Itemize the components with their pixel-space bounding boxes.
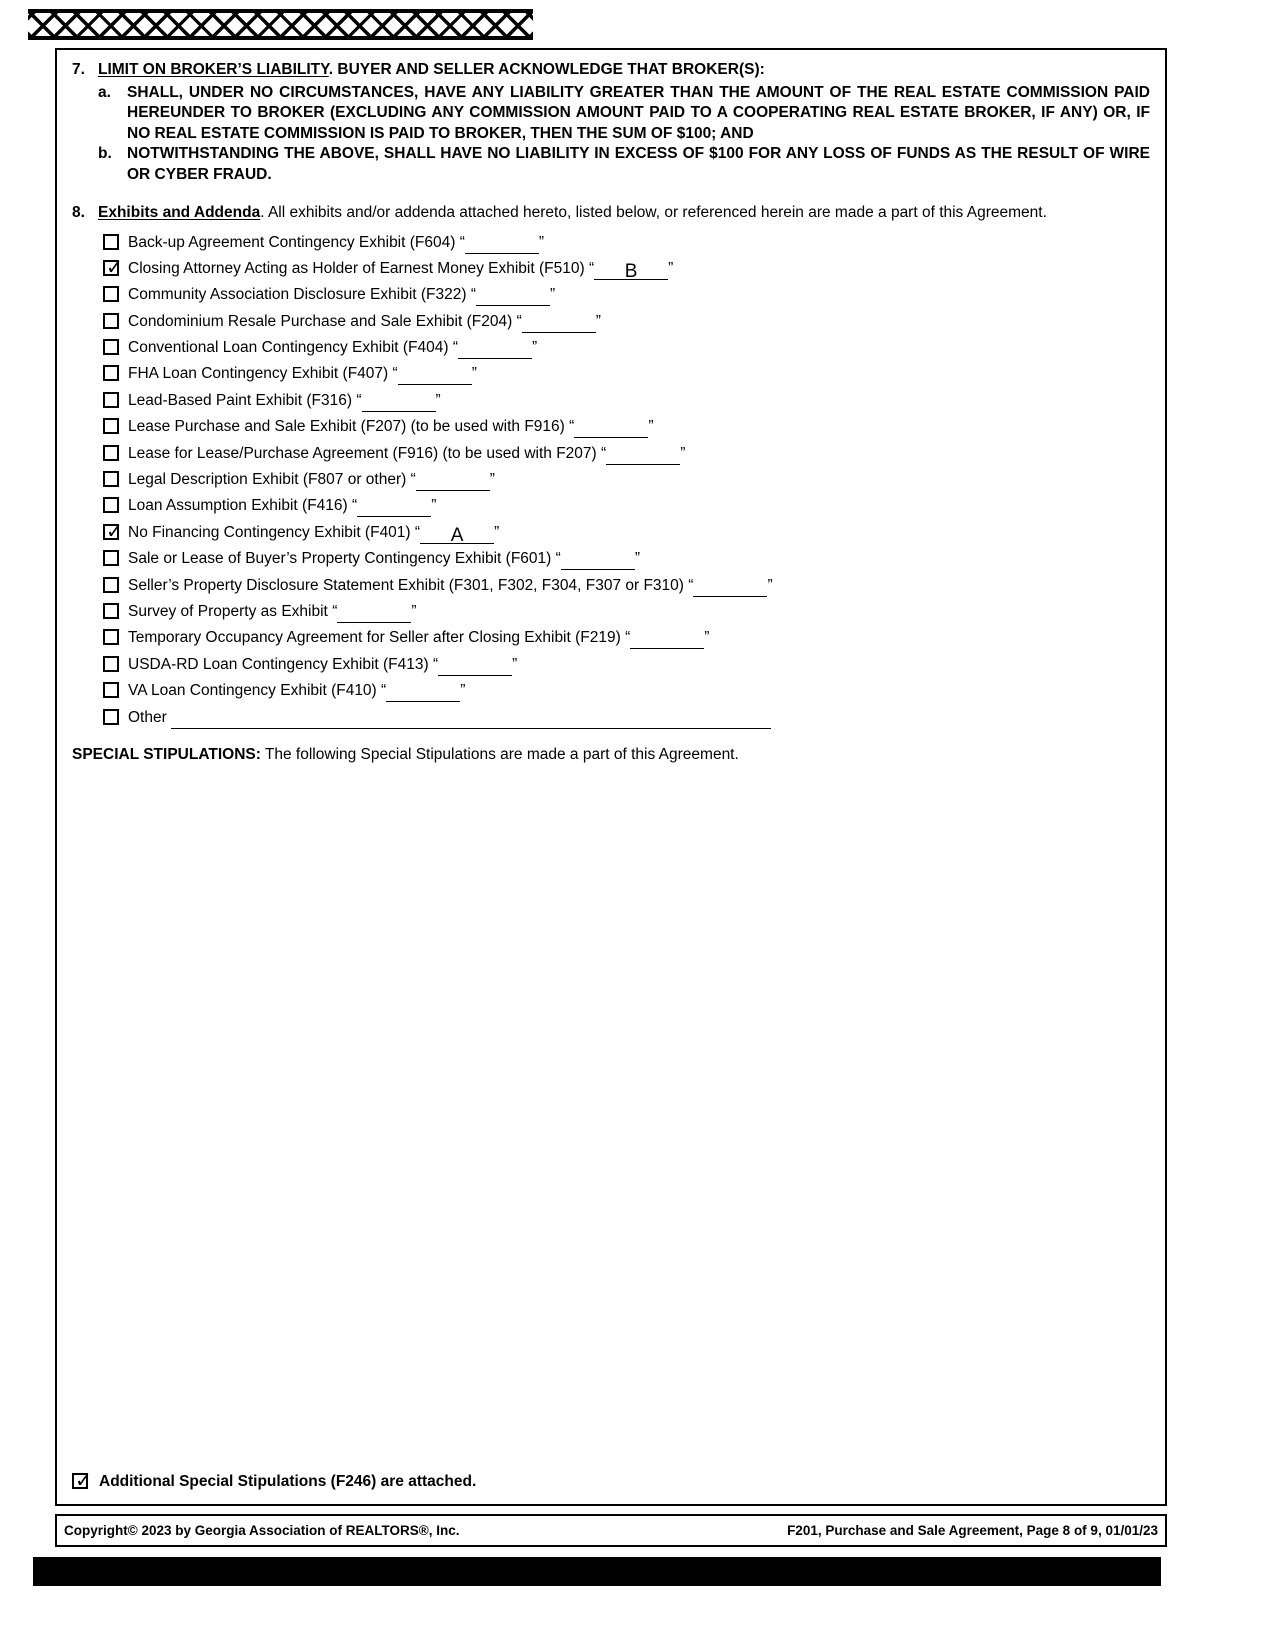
exhibit-checkbox[interactable] xyxy=(103,365,119,381)
exhibit-row xyxy=(103,546,1150,572)
exhibit-list xyxy=(103,230,1150,731)
exhibit-row xyxy=(103,256,1150,282)
exhibit-label: Lease Purchase and Sale Exhibit (F207) (to be used with F916) xyxy=(128,418,565,436)
exhibit-code-field[interactable] xyxy=(693,577,767,597)
quote-close: ” xyxy=(648,418,654,436)
exhibit-label: Survey of Property as Exhibit xyxy=(128,602,328,620)
exhibit-code-field[interactable] xyxy=(630,629,704,649)
exhibit-code-field[interactable] xyxy=(416,471,490,491)
exhibit-row xyxy=(103,361,1150,387)
section-7-title-suffix: . BUYER AND SELLER ACKNOWLEDGE THAT BROKER(S): xyxy=(328,61,765,78)
exhibit-code-field[interactable] xyxy=(398,365,472,385)
exhibit-code-field[interactable] xyxy=(476,286,550,306)
exhibit-label: USDA-RD Loan Contingency Exhibit (F413) xyxy=(128,655,429,673)
exhibit-checkbox[interactable] xyxy=(103,497,119,513)
quote-close: ” xyxy=(550,286,556,304)
quote-close: ” xyxy=(668,259,674,277)
exhibit-checkbox[interactable] xyxy=(103,260,119,276)
liability-clause xyxy=(98,83,1150,145)
exhibit-checkbox[interactable] xyxy=(103,656,119,672)
special-stipulations-blank-area[interactable] xyxy=(72,765,1150,1455)
quote-close: ” xyxy=(494,523,500,541)
additional-stipulations-checkbox[interactable] xyxy=(72,1473,88,1489)
exhibit-label: Community Association Disclosure Exhibit (F322) xyxy=(128,286,467,304)
quote-close: ” xyxy=(634,550,640,568)
exhibit-label: Sale or Lease of Buyer’s Property Contingency Exhibit (F601) xyxy=(128,550,552,568)
exhibit-label: Condominium Resale Purchase and Sale Exhibit (F204) xyxy=(128,312,513,330)
quote-open: “ xyxy=(588,259,595,277)
quote-open: “ xyxy=(601,444,607,462)
exhibit-code-field[interactable] xyxy=(171,709,771,729)
section-7-title: LIMIT ON BROKER’S LIABILITY xyxy=(98,61,329,78)
exhibit-checkbox[interactable] xyxy=(103,392,119,408)
exhibit-code-field[interactable] xyxy=(561,550,635,570)
exhibit-code-field[interactable] xyxy=(594,260,668,280)
additional-stipulations-label: Additional Special Stipulations (F246) are attached. xyxy=(99,1473,477,1490)
exhibit-code-field[interactable] xyxy=(458,339,532,359)
section-8 xyxy=(72,203,1150,731)
special-stipulations-section xyxy=(72,745,1150,766)
exhibit-checkbox[interactable] xyxy=(103,629,119,645)
exhibit-code-field[interactable] xyxy=(420,524,494,544)
quote-open: “ xyxy=(414,523,421,541)
exhibit-checkbox[interactable] xyxy=(103,234,119,250)
exhibit-label: Lease for Lease/Purchase Agreement (F916) (to be used with F207) xyxy=(128,444,597,462)
exhibit-code-field[interactable] xyxy=(465,234,539,254)
quote-open: “ xyxy=(410,471,416,489)
quote-open: “ xyxy=(332,602,338,620)
exhibit-row xyxy=(103,493,1150,519)
quote-close: ” xyxy=(512,655,518,673)
additional-stipulations-row xyxy=(72,1473,476,1491)
liability-clauses xyxy=(98,83,1150,186)
quote-close: ” xyxy=(595,312,601,330)
exhibit-code-field[interactable] xyxy=(522,313,596,333)
exhibit-code-field[interactable] xyxy=(357,497,431,517)
exhibit-checkbox[interactable] xyxy=(103,577,119,593)
exhibit-code-value: A xyxy=(450,524,464,546)
exhibit-row xyxy=(103,309,1150,335)
exhibit-checkbox[interactable] xyxy=(103,339,119,355)
quote-open: “ xyxy=(688,576,694,594)
exhibit-checkbox[interactable] xyxy=(103,550,119,566)
quote-open: “ xyxy=(356,391,362,409)
clause-text: NOTWITHSTANDING THE ABOVE, SHALL HAVE NO LIABILITY IN EXCESS OF $100 FOR ANY LOSS OF FUNDS AS THE RESULT OF WIRE OR CYBER FRAUD. xyxy=(127,145,1150,183)
exhibit-label: VA Loan Contingency Exhibit (F410) xyxy=(128,682,377,700)
exhibit-label: Closing Attorney Acting as Holder of Earnest Money Exhibit (F510) xyxy=(128,259,585,277)
special-stipulations-text: The following Special Stipulations are made a part of this Agreement. xyxy=(264,745,739,763)
clause-letter: a. xyxy=(98,83,111,101)
exhibit-label: FHA Loan Contingency Exhibit (F407) xyxy=(128,365,389,383)
exhibit-checkbox[interactable] xyxy=(103,286,119,302)
exhibit-row xyxy=(103,467,1150,493)
exhibit-label: Loan Assumption Exhibit (F416) xyxy=(128,497,348,515)
quote-close: ” xyxy=(431,497,437,515)
quote-open: “ xyxy=(569,418,575,436)
exhibit-checkbox[interactable] xyxy=(103,682,119,698)
exhibit-row xyxy=(103,441,1150,467)
exhibit-label: Back-up Agreement Contingency Exhibit (F604) xyxy=(128,233,456,251)
exhibit-code-field[interactable] xyxy=(574,418,648,438)
exhibit-row xyxy=(103,705,1150,731)
exhibit-row xyxy=(103,335,1150,361)
quote-close: ” xyxy=(411,602,417,620)
footer-form-info: F201, Purchase and Sale Agreement, Page 8 of 9, 01/01/23 xyxy=(787,1523,1158,1538)
clause-text: SHALL, UNDER NO CIRCUMSTANCES, HAVE ANY LIABILITY GREATER THAN THE AMOUNT OF THE REAL ESTATE COMMISSION PAID HEREUNDER TO BROKER (EXCLUDING ANY COMMISSION AMOUNT PAID TO A COOPERATING REAL ESTATE BROKER, IF ANY) OR, IF NO REAL ESTATE COMMISSION IS PAID TO BROKER, THEN THE SUM OF $100; AND xyxy=(127,83,1150,142)
exhibit-row xyxy=(103,388,1150,414)
exhibit-row xyxy=(103,599,1150,625)
exhibit-label: Other xyxy=(128,708,167,726)
exhibit-code-field[interactable] xyxy=(337,603,411,623)
quote-open: “ xyxy=(432,655,439,673)
exhibit-checkbox[interactable] xyxy=(103,524,119,540)
quote-open: “ xyxy=(452,339,459,357)
quote-close: ” xyxy=(532,339,538,357)
exhibit-code-field[interactable] xyxy=(362,392,436,412)
clause-letter: b. xyxy=(98,145,112,162)
exhibit-checkbox[interactable] xyxy=(103,418,119,434)
quote-close: ” xyxy=(538,233,545,251)
exhibit-code-field[interactable] xyxy=(606,445,680,465)
exhibit-row xyxy=(103,678,1150,704)
quote-open: “ xyxy=(352,497,358,515)
exhibit-label: Legal Description Exhibit (F807 or other) xyxy=(128,471,407,489)
quote-open: “ xyxy=(625,629,631,647)
exhibit-label: Lead-Based Paint Exhibit (F316) xyxy=(128,391,353,409)
quote-open: “ xyxy=(392,365,398,383)
quote-open: “ xyxy=(459,233,465,251)
quote-close: ” xyxy=(767,576,773,594)
exhibit-code-value: B xyxy=(624,260,638,282)
exhibit-label: Seller’s Property Disclosure Statement Exhibit (F301, F302, F304, F307 or F310) xyxy=(128,576,684,594)
quote-close: ” xyxy=(680,444,686,462)
quote-open: “ xyxy=(381,682,387,700)
exhibit-row xyxy=(103,230,1150,256)
exhibit-checkbox[interactable] xyxy=(103,313,119,329)
quote-close: ” xyxy=(489,471,495,489)
exhibit-code-field[interactable] xyxy=(386,682,460,702)
exhibit-checkbox[interactable] xyxy=(103,445,119,461)
exhibit-label: Temporary Occupancy Agreement for Seller after Closing Exhibit (F219) xyxy=(128,629,621,647)
exhibit-label: Conventional Loan Contingency Exhibit (F404) xyxy=(128,339,449,357)
section-7-number: 7. xyxy=(72,61,85,78)
section-8-intro-text: . All exhibits and/or addenda attached hereto, listed below, or referenced herein are made a part of this Agreement. xyxy=(260,204,1047,221)
exhibit-label: No Financing Contingency Exhibit (F401) xyxy=(128,523,411,541)
exhibit-row xyxy=(103,282,1150,308)
agreement-body xyxy=(55,48,1167,1506)
exhibit-row xyxy=(103,520,1150,546)
section-8-title: Exhibits and Addenda xyxy=(98,204,261,221)
exhibit-checkbox[interactable] xyxy=(103,709,119,725)
exhibit-code-field[interactable] xyxy=(438,656,512,676)
page-footer xyxy=(55,1514,1167,1547)
exhibit-row xyxy=(103,414,1150,440)
exhibit-checkbox[interactable] xyxy=(103,471,119,487)
quote-close: ” xyxy=(460,682,466,700)
special-stipulations-heading: SPECIAL STIPULATIONS: xyxy=(72,745,261,763)
redacted-region-bottom xyxy=(33,1557,1161,1586)
section-7-heading xyxy=(98,60,1150,81)
exhibit-row xyxy=(103,573,1150,599)
exhibit-checkbox[interactable] xyxy=(103,603,119,619)
liability-clause xyxy=(98,144,1150,185)
quote-open: “ xyxy=(470,286,477,304)
quote-open: “ xyxy=(555,550,561,568)
section-8-number: 8. xyxy=(72,204,85,221)
quote-close: ” xyxy=(435,391,441,409)
quote-close: ” xyxy=(704,629,710,647)
exhibit-row xyxy=(103,652,1150,678)
section-8-intro xyxy=(98,203,1150,224)
section-7 xyxy=(72,60,1150,185)
exhibit-row xyxy=(103,625,1150,651)
quote-close: ” xyxy=(471,365,477,383)
quote-open: “ xyxy=(516,312,522,330)
redacted-region-top xyxy=(28,9,533,40)
footer-copyright: Copyright© 2023 by Georgia Association of REALTORS®, Inc. xyxy=(64,1523,460,1538)
